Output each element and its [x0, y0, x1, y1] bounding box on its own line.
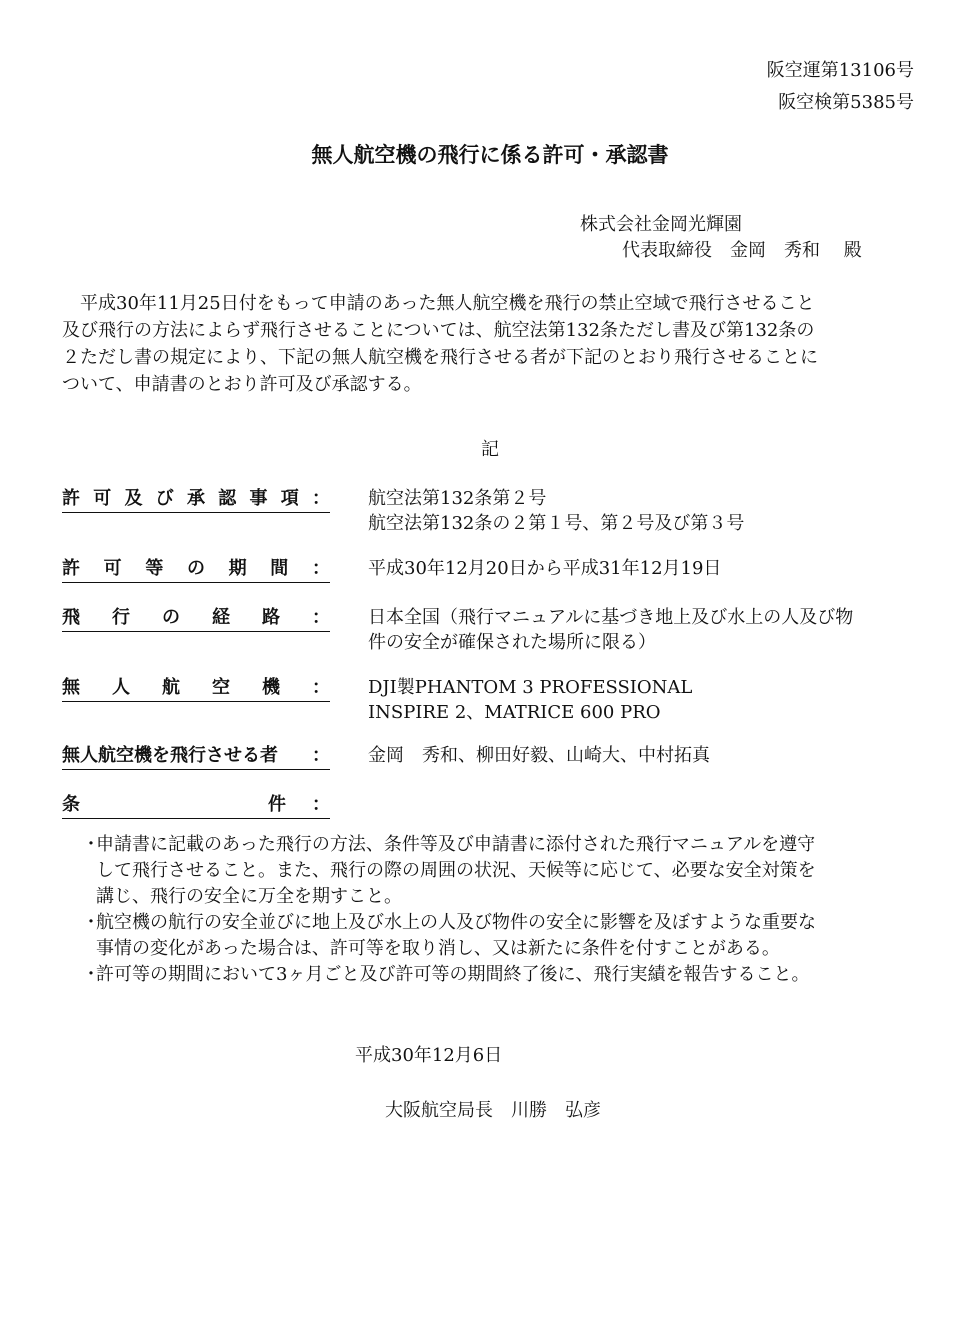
label-flight-route: 飛 行 の 経 路 ：: [62, 607, 330, 632]
addressee-company: 株式会社金岡光輝園: [580, 214, 742, 235]
body-line: 及び飛行の方法によらず飛行させることについては、航空法第132条ただし書及び第132条の: [62, 320, 815, 341]
body-line: ２ただし書の規定により、下記の無人航空機を飛行させる者が下記のとおり飛行させることに: [62, 347, 818, 368]
value-flight-route: 日本全国（飛行マニュアルに基づき地上及び水上の人及び物 件の安全が確保された場所に限る）: [368, 607, 854, 654]
value-permit-period: 平成30年12月20日から平成31年12月19日: [368, 558, 722, 579]
body-line: 平成30年11月25日付をもって申請のあった無人航空機を飛行の禁止空域で飛行させること: [62, 293, 815, 314]
body-paragraph: [62, 290, 922, 398]
addressee-representative: 代表取締役 金岡 秀和 殿: [622, 240, 862, 261]
document-title: 無人航空機の飛行に係る許可・承認書: [311, 142, 669, 167]
reference-number-1: 阪空運第13106号: [766, 60, 914, 81]
label-uav: 無 人 航 空 機 ：: [62, 677, 330, 702]
label-approval-items: 許 可 及 び 承 認 事 項 ：: [62, 488, 330, 513]
label-permit-period: 許 可 等 の 期 間 ：: [62, 558, 330, 583]
ki-heading: 記: [481, 439, 499, 460]
body-line: ついて、申請書のとおり許可及び承認する。: [62, 374, 422, 395]
label-conditions: 条 件 ：: [62, 794, 330, 819]
issuer-name: 大阪航空局長 川勝 弘彦: [385, 1100, 601, 1121]
value-pilots: 金岡 秀和、柳田好毅、山崎大、中村拓真: [368, 745, 710, 766]
value-approval-items: 航空法第132条第２号 航空法第132条の２第１号、第２号及び第３号: [368, 488, 745, 535]
issue-date: 平成30年12月6日: [355, 1045, 503, 1066]
reference-number-2: 阪空検第5385号: [778, 92, 914, 113]
condition-item: ・ 申請書に記載のあった飛行の方法、条件等及び申請書に添付された飛行マニュアルを遵守 して飛行させること。また、飛行の際の周囲の状況、天候等に応じて、必要な安全対策を 講じ、飛行の安全に万全を期すこと。: [82, 834, 816, 908]
value-uav: DJI製PHANTOM 3 PROFESSIONAL INSPIRE 2、MATRICE 600 PRO: [368, 677, 693, 724]
condition-item: ・ 許可等の期間において3ヶ月ごと及び許可等の期間終了後に、飛行実績を報告すること。: [82, 964, 810, 986]
condition-item: ・ 航空機の航行の安全並びに地上及び水上の人及び物件の安全に影響を及ぼすような重要な 事情の変化があった場合は、許可等を取り消し、又は新たに条件を付すことがある。: [82, 912, 816, 960]
conditions-list: [82, 832, 932, 989]
label-pilots: 無人航空機を飛行させる者 ：: [62, 745, 330, 770]
